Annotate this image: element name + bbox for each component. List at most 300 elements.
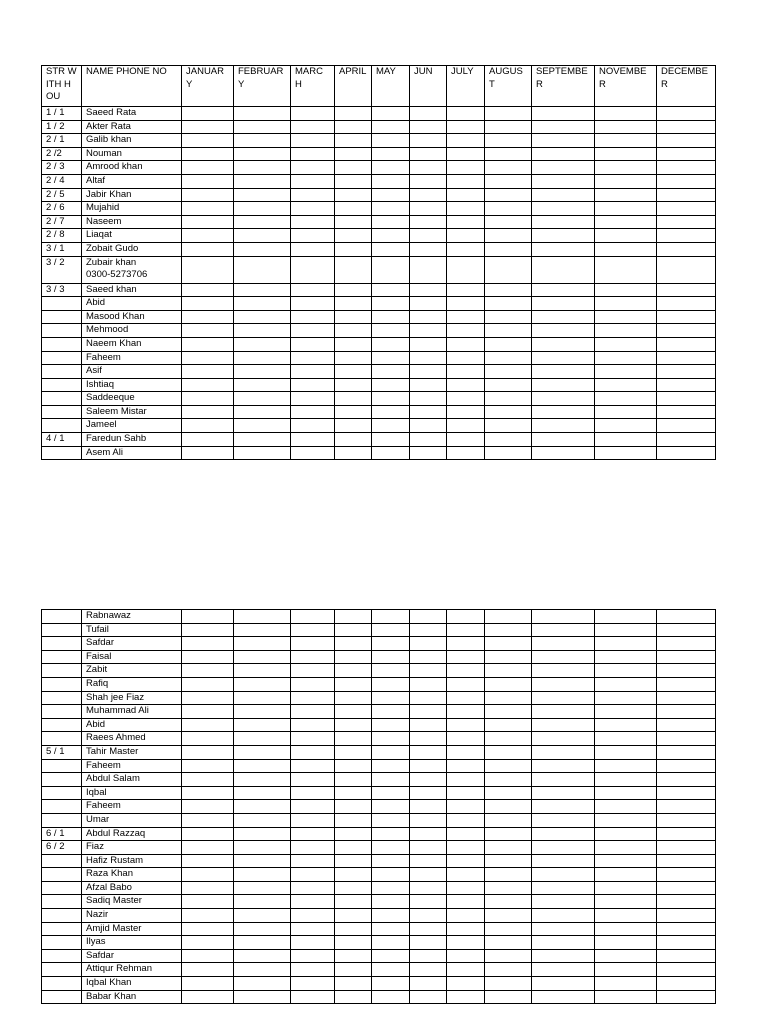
name-cell [82,107,182,121]
month-cell [335,786,372,800]
resident-name: Faheem [86,759,121,771]
name-cell [82,188,182,202]
month-cell [234,623,291,637]
month-cell [595,705,657,719]
resident-name: Amjid Master [86,922,142,934]
month-cell [234,718,291,732]
month-cell [485,977,532,991]
table-row [42,229,716,243]
str-cell: 2 / 5 [42,188,82,202]
month-cell [182,405,234,419]
month-cell [595,365,657,379]
resident-name: Rafiq [86,677,109,689]
month-cell [291,174,335,188]
table-row [42,691,716,705]
month-cell [485,841,532,855]
month-cell [595,310,657,324]
month-cell [485,610,532,624]
month-cell [291,990,335,1004]
month-cell [372,909,410,923]
month-cell [657,936,716,950]
month-cell [485,310,532,324]
month-cell [234,922,291,936]
name-cell [82,827,182,841]
month-cell [234,800,291,814]
month-cell [234,610,291,624]
month-cell [447,841,485,855]
str-cell [42,365,82,379]
month-cell [182,963,234,977]
month-cell [372,827,410,841]
str-cell [42,759,82,773]
month-cell [335,677,372,691]
name-cell [82,446,182,460]
month-cell [234,786,291,800]
month-cell [532,242,595,256]
month-cell [595,623,657,637]
month-cell [291,963,335,977]
month-cell [372,732,410,746]
month-cell [335,120,372,134]
month-cell [234,650,291,664]
month-cell [657,745,716,759]
month-cell [410,936,447,950]
month-cell [447,691,485,705]
month-cell [595,610,657,624]
str-cell [42,705,82,719]
month-cell [532,881,595,895]
month-cell [372,677,410,691]
month-cell [182,664,234,678]
resident-name: Naseem [86,215,122,227]
month-cell [410,637,447,651]
month-cell [595,909,657,923]
month-cell [485,745,532,759]
month-cell [532,392,595,406]
month-cell [335,691,372,705]
month-cell [447,623,485,637]
month-cell [532,378,595,392]
month-cell [291,841,335,855]
month-cell [447,745,485,759]
month-cell [485,229,532,243]
month-cell [234,705,291,719]
month-cell [182,922,234,936]
month-cell [234,256,291,283]
name-cell [82,909,182,923]
month-cell [532,202,595,216]
month-cell [485,909,532,923]
month-cell [335,881,372,895]
month-cell [485,147,532,161]
month-cell [447,936,485,950]
month-cell [447,637,485,651]
str-cell [42,392,82,406]
month-cell [372,786,410,800]
month-cell [410,759,447,773]
month-cell [532,229,595,243]
month-cell [447,337,485,351]
name-cell [82,215,182,229]
month-cell [291,827,335,841]
table-row [42,895,716,909]
month-cell [335,949,372,963]
name-cell [82,854,182,868]
month-cell [532,337,595,351]
table-row [42,419,716,433]
month-cell [234,147,291,161]
month-cell [291,936,335,950]
header-month: JUN [410,66,447,107]
month-cell [485,881,532,895]
month-cell [532,868,595,882]
str-cell [42,297,82,311]
month-cell [291,446,335,460]
month-cell [485,949,532,963]
month-cell [410,718,447,732]
month-cell [291,800,335,814]
month-cell [657,895,716,909]
month-cell [410,215,447,229]
month-cell [291,677,335,691]
month-cell [532,324,595,338]
resident-name: Ishtiaq [86,378,114,390]
month-cell [657,107,716,121]
month-cell [410,990,447,1004]
month-cell [532,691,595,705]
month-cell [410,229,447,243]
month-cell [532,174,595,188]
month-cell [234,324,291,338]
month-cell [182,378,234,392]
month-cell [182,637,234,651]
month-cell [532,310,595,324]
month-cell [485,664,532,678]
month-cell [234,134,291,148]
month-cell [485,759,532,773]
month-cell [372,841,410,855]
name-cell [82,351,182,365]
month-cell [335,868,372,882]
str-cell: 6 / 1 [42,827,82,841]
month-cell [335,378,372,392]
month-cell [234,365,291,379]
str-cell [42,800,82,814]
name-cell [82,895,182,909]
name-cell [82,732,182,746]
month-cell [335,188,372,202]
month-cell [291,759,335,773]
month-cell [532,637,595,651]
month-cell [291,419,335,433]
month-cell [335,215,372,229]
table-row [42,745,716,759]
month-cell [335,990,372,1004]
month-cell [657,990,716,1004]
month-cell [532,990,595,1004]
table-row [42,392,716,406]
month-cell [182,229,234,243]
month-cell [291,161,335,175]
month-cell [335,365,372,379]
month-cell [657,174,716,188]
header-month: MAY [372,66,410,107]
name-cell [82,365,182,379]
str-cell [42,895,82,909]
header-month: JULY [447,66,485,107]
month-cell [410,841,447,855]
month-cell [410,337,447,351]
name-cell [82,841,182,855]
month-cell [182,337,234,351]
month-cell [657,664,716,678]
month-cell [657,256,716,283]
month-cell [335,623,372,637]
table-row [42,854,716,868]
month-cell [372,242,410,256]
month-cell [234,990,291,1004]
month-cell [372,745,410,759]
month-cell [410,786,447,800]
month-cell [182,324,234,338]
month-cell [410,895,447,909]
month-cell [291,705,335,719]
month-cell [532,256,595,283]
month-cell [335,256,372,283]
month-cell [595,773,657,787]
name-cell [82,868,182,882]
month-cell [182,677,234,691]
month-cell [485,854,532,868]
month-cell [372,813,410,827]
month-cell [532,854,595,868]
month-cell [335,134,372,148]
month-cell [657,446,716,460]
str-cell [42,650,82,664]
month-cell [410,242,447,256]
str-cell [42,637,82,651]
month-cell [657,378,716,392]
month-cell [234,881,291,895]
month-cell [410,977,447,991]
month-cell [234,759,291,773]
month-cell [234,337,291,351]
month-cell [447,854,485,868]
month-cell [291,256,335,283]
month-cell [657,922,716,936]
month-cell [410,188,447,202]
phone-number: 0300-5273706 [86,269,148,281]
month-cell [335,922,372,936]
str-cell [42,949,82,963]
month-cell [657,337,716,351]
month-cell [335,174,372,188]
str-cell [42,718,82,732]
month-cell [485,786,532,800]
month-cell [291,786,335,800]
month-cell [447,188,485,202]
month-cell [372,161,410,175]
month-cell [447,773,485,787]
table-row [42,881,716,895]
resident-name: Zobait Gudo [86,242,139,254]
month-cell [657,188,716,202]
name-cell [82,664,182,678]
month-cell [595,256,657,283]
month-cell [291,854,335,868]
month-cell [595,419,657,433]
month-cell [372,718,410,732]
month-cell [335,324,372,338]
month-cell [595,895,657,909]
table-row [42,841,716,855]
month-cell [410,745,447,759]
month-cell [335,147,372,161]
month-cell [234,868,291,882]
resident-name: Safdar [86,637,114,649]
month-cell [657,963,716,977]
month-cell [657,868,716,882]
month-cell [234,813,291,827]
month-cell [447,419,485,433]
name-cell [82,922,182,936]
name-cell [82,419,182,433]
name-cell [82,637,182,651]
month-cell [485,324,532,338]
month-cell [372,664,410,678]
resident-name: Galib khan [86,134,132,146]
resident-name: Umar [86,813,110,825]
month-cell [447,174,485,188]
month-cell [410,650,447,664]
month-cell [291,813,335,827]
name-cell [82,147,182,161]
name-cell [82,202,182,216]
name-cell [82,977,182,991]
month-cell [410,365,447,379]
month-cell [447,256,485,283]
month-cell [291,664,335,678]
month-cell [291,922,335,936]
month-cell [447,705,485,719]
month-cell [372,120,410,134]
month-cell [291,297,335,311]
month-cell [372,637,410,651]
table-row [42,147,716,161]
resident-name: Tahir Master [86,745,139,757]
month-cell [234,188,291,202]
month-cell [485,242,532,256]
month-cell [657,881,716,895]
name-cell [82,405,182,419]
table-row [42,922,716,936]
str-cell [42,664,82,678]
month-cell [335,773,372,787]
month-cell [532,732,595,746]
register-table-bottom [41,609,716,1004]
month-cell [372,188,410,202]
month-cell [657,161,716,175]
month-cell [447,283,485,297]
month-cell [532,351,595,365]
month-cell [182,705,234,719]
str-cell: 2 / 8 [42,229,82,243]
month-cell [182,623,234,637]
table-row [42,433,716,447]
month-cell [335,283,372,297]
month-cell [532,786,595,800]
name-cell [82,677,182,691]
month-cell [485,963,532,977]
month-cell [335,936,372,950]
table-row [42,623,716,637]
month-cell [182,174,234,188]
month-cell [372,949,410,963]
str-cell: 1 / 1 [42,107,82,121]
month-cell [485,405,532,419]
month-cell [291,909,335,923]
str-cell: 6 / 2 [42,841,82,855]
resident-name: Abid [86,297,106,309]
month-cell [410,868,447,882]
month-cell [234,732,291,746]
table-row [42,120,716,134]
month-cell [447,610,485,624]
month-cell [532,433,595,447]
name-cell [82,256,182,283]
month-cell [372,977,410,991]
name-cell [82,324,182,338]
month-cell [595,854,657,868]
str-cell: 1 / 2 [42,120,82,134]
month-cell [372,297,410,311]
month-cell [372,895,410,909]
month-cell [372,691,410,705]
str-cell [42,310,82,324]
name-cell [82,786,182,800]
str-cell [42,813,82,827]
month-cell [372,365,410,379]
resident-name: Iqbal [86,786,107,798]
table-row [42,134,716,148]
month-cell [291,732,335,746]
month-cell [595,229,657,243]
month-cell [335,650,372,664]
month-cell [485,800,532,814]
resident-name: Attiqur Rehman [86,963,153,975]
month-cell [485,718,532,732]
month-cell [657,732,716,746]
str-cell: 5 / 1 [42,745,82,759]
table-row [42,664,716,678]
month-cell [485,936,532,950]
str-cell: 3 / 3 [42,283,82,297]
month-cell [335,297,372,311]
month-cell [291,134,335,148]
month-cell [595,283,657,297]
month-cell [335,718,372,732]
month-cell [657,773,716,787]
month-cell [372,650,410,664]
table-row [42,107,716,121]
resident-name: Akter Rata [86,120,131,132]
month-cell [532,677,595,691]
name-cell [82,283,182,297]
month-cell [234,827,291,841]
month-cell [485,215,532,229]
month-cell [335,419,372,433]
month-cell [234,637,291,651]
